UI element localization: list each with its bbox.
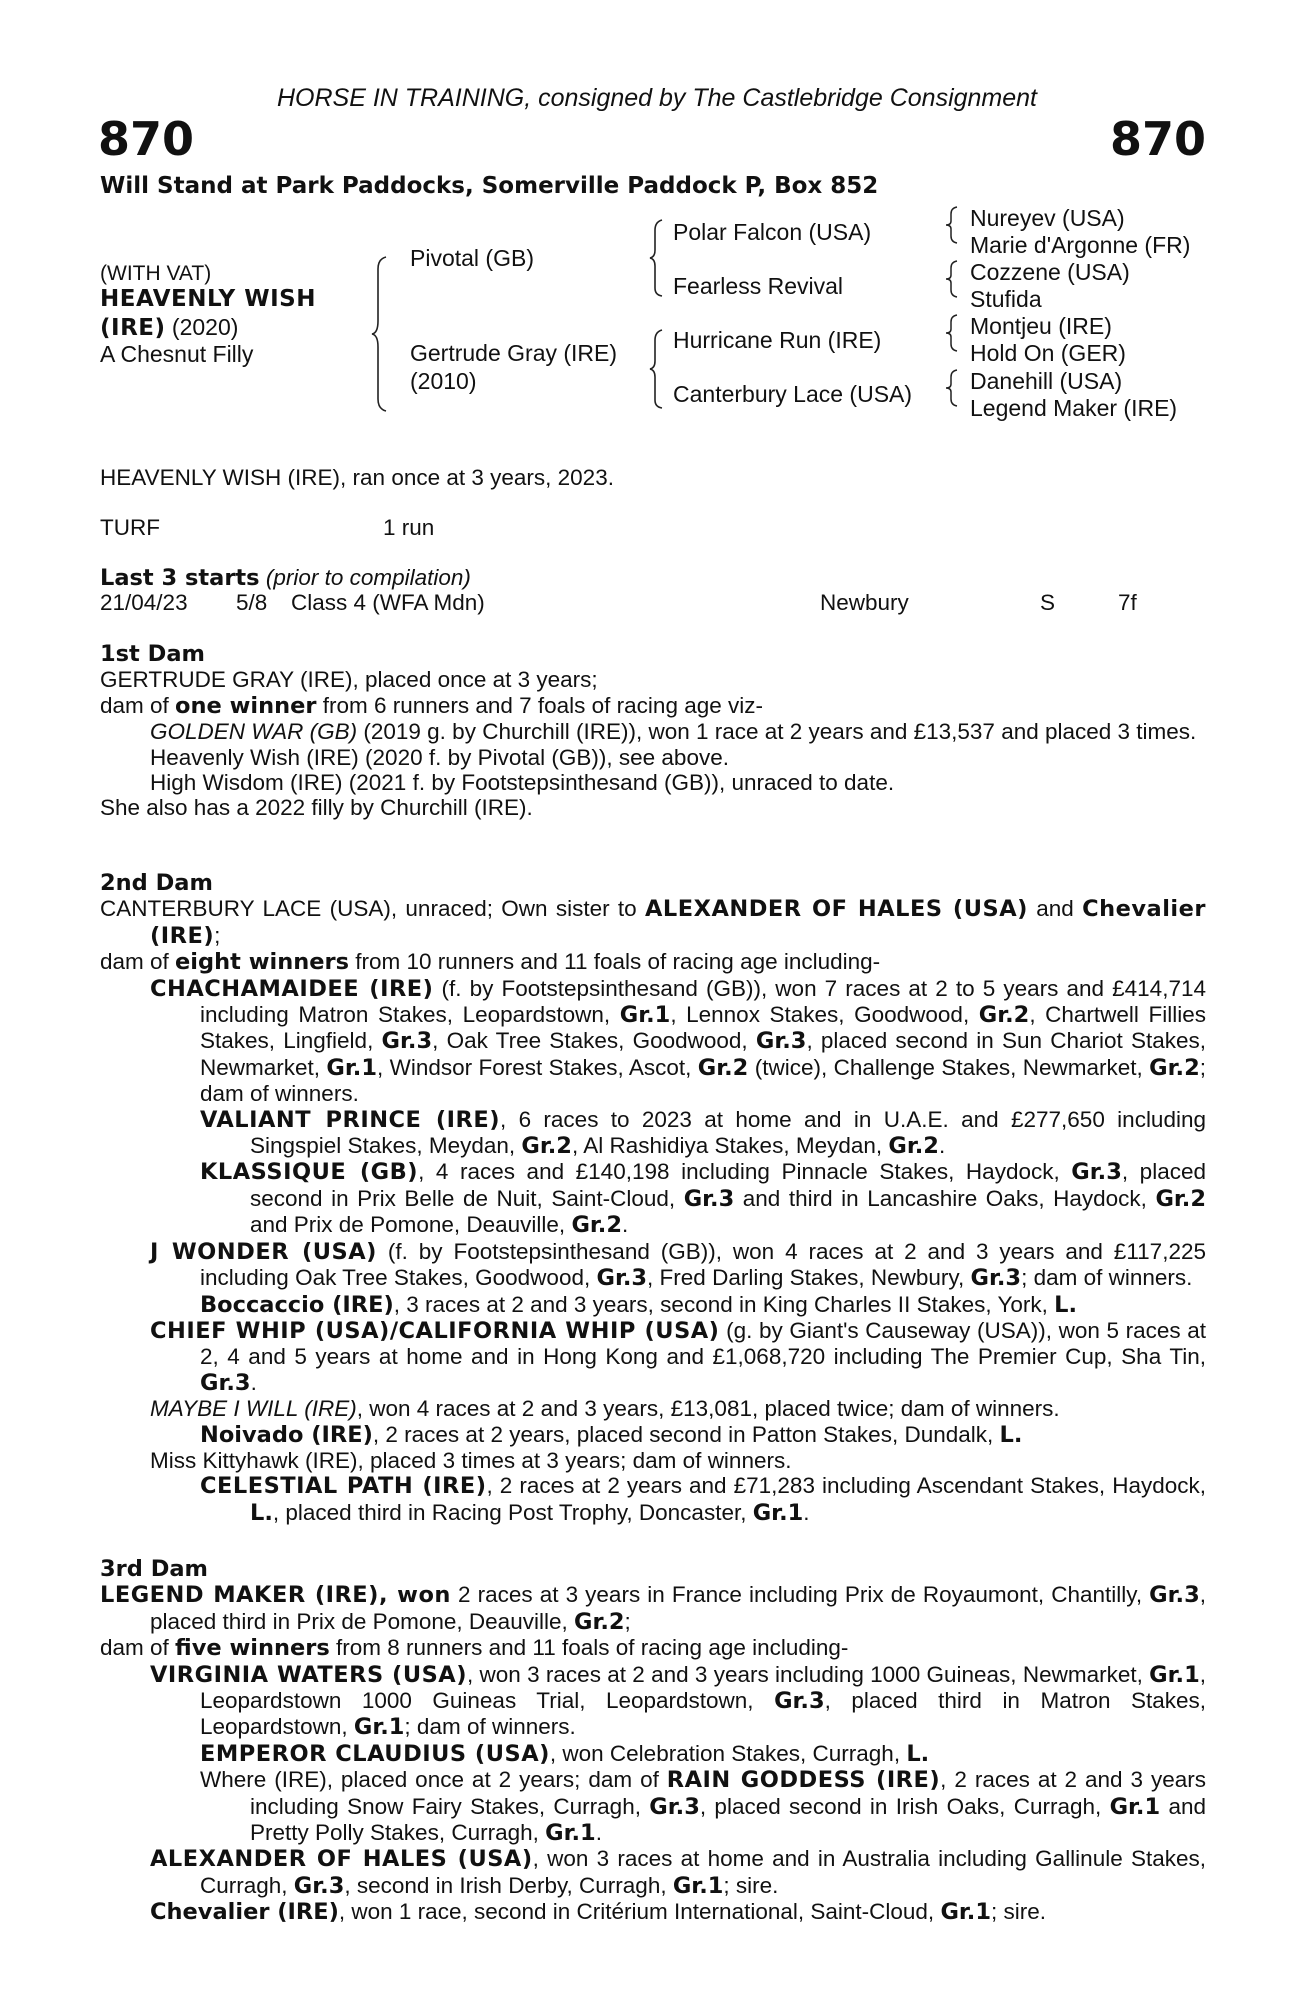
sire: Pivotal (GB) [410, 245, 534, 271]
produce-emperor-claudius: EMPEROR CLAUDIUS (USA), won Celebration Stakes, Curragh, L. [200, 1740, 930, 1767]
lot-number-right: 870 [1109, 112, 1206, 166]
ggp-3: Cozzene (USA) [970, 259, 1130, 285]
record-surface: TURF [100, 515, 160, 540]
pedigree-brace-dam [648, 328, 666, 410]
pedigree-brace-sire [648, 218, 666, 298]
start-distance: 7f [1118, 590, 1137, 615]
sire-dam: Fearless Revival [673, 273, 843, 299]
ggp-2: Marie d'Argonne (FR) [970, 232, 1191, 258]
produce-high-wisdom: High Wisdom (IRE) (2021 f. by Footstepsinthesand (GB)), unraced to date. [150, 770, 895, 796]
produce-miss-kittyhawk: Miss Kittyhawk (IRE), placed 3 times at 3 years; dam of winners. [150, 1447, 792, 1473]
produce-boccaccio: Boccaccio (IRE), 3 races at 2 and 3 years, second in King Charles II Stakes, York, L. [200, 1291, 1078, 1318]
first-dam-heading: 1st Dam [100, 641, 205, 667]
ggp-6: Hold On (GER) [970, 340, 1126, 366]
produce-where: Where (IRE), placed once at 2 years; dam of RAIN GODDESS (IRE), 2 races at 2 and 3 years including Snow Fairy Stakes, Curragh, Gr.3, placed second in Irish Oaks, Curragh, Gr.1 and Pretty Polly Stakes, Curragh, Gr.1. [200, 1767, 1206, 1847]
produce-chevalier: Chevalier (IRE), won 1 race, second in Critérium International, Saint-Cloud, Gr.1; sire. [150, 1899, 1047, 1926]
second-dam-heading: 2nd Dam [100, 870, 213, 896]
horse-origin-year: (IRE) (2020) [100, 314, 239, 341]
pedigree-brace-gg4 [944, 368, 960, 408]
start-position: 5/8 [236, 590, 268, 615]
start-date: 21/04/23 [100, 590, 188, 615]
first-dam-line: GERTRUDE GRAY (IRE), placed once at 3 years; [100, 667, 598, 693]
produce-heavenly-wish: Heavenly Wish (IRE) (2020 f. by Pivotal (GB)), see above. [150, 744, 729, 770]
third-dam-line: LEGEND MAKER (IRE), won 2 races at 3 years in France including Prix de Royaumont, Chantilly, Gr.3, placed third in Prix de Pomone, Deauville, Gr.2; [100, 1582, 1206, 1635]
produce-celestial-path: CELESTIAL PATH (IRE), 2 races at 2 years and £71,283 including Ascendant Stakes, Haydock, L., placed third in Racing Post Trophy, Doncaster, Gr.1. [200, 1473, 1206, 1526]
vat-label: (WITH VAT) [100, 262, 212, 285]
produce-note: She also has a 2022 filly by Churchill (IRE). [100, 795, 533, 821]
start-course: Newbury [820, 590, 909, 615]
produce-golden-war: GOLDEN WAR (GB) (2019 g. by Churchill (IRE)), won 1 race at 2 years and £13,537 and placed 3 times. [150, 719, 1197, 745]
pedigree-brace-main [370, 255, 390, 413]
start-going: S [1040, 590, 1056, 615]
sire-sire: Polar Falcon (USA) [673, 219, 872, 245]
ggp-7: Danehill (USA) [970, 368, 1123, 394]
ggp-8: Legend Maker (IRE) [970, 395, 1178, 421]
pedigree-brace-gg1 [944, 205, 960, 245]
race-summary: HEAVENLY WISH (IRE), ran once at 3 years, 2023. [100, 465, 614, 490]
dam-dam: Canterbury Lace (USA) [673, 381, 913, 407]
start-race: Class 4 (WFA Mdn) [291, 590, 485, 615]
produce-chachamaidee: CHACHAMAIDEE (IRE) (f. by Footstepsinthesand (GB)), won 7 races at 2 to 5 years and £414,714 including Matron Stakes, Leopardstown, Gr.1, Lennox Stakes, Goodwood, Gr.2, Chartwell Fillies Stakes, Lingfield, Gr.3, Oak Tree Stakes, Goodwood, Gr.3, placed second in Sun Chariot Stakes, Newmarket, Gr.1, Windsor Forest Stakes, Ascot, Gr.2 (twice), Challenge Stakes, Newmarket, Gr.2; dam of winners. [150, 975, 1206, 1107]
stand-location: Will Stand at Park Paddocks, Somerville Paddock P, Box 852 [100, 173, 879, 199]
first-dam-produce: dam of one winner from 6 runners and 7 foals of racing age viz- [100, 692, 763, 719]
produce-virginia-waters: VIRGINIA WATERS (USA), won 3 races at 2 and 3 years including 1000 Guineas, Newmarket, Gr.1, Leopardstown 1000 Guineas Trial, Leopardstown, Gr.3, placed third in Matron Stakes, Leopardstown, Gr.1; dam of winners. [150, 1661, 1207, 1741]
ggp-5: Montjeu (IRE) [970, 313, 1112, 339]
last-starts-heading: Last 3 starts (prior to compilation) [100, 565, 471, 591]
pedigree-brace-gg3 [944, 313, 960, 353]
pedigree-brace-gg2 [944, 259, 960, 299]
produce-valiant-prince: VALIANT PRINCE (IRE), 6 races to 2023 at home and in U.A.E. and £277,650 including Singspiel Stakes, Meydan, Gr.2, Al Rashidiya Stakes, Meydan, Gr.2. [200, 1106, 1206, 1160]
third-dam-section [100, 1557, 1206, 1926]
lot-number-left: 870 [98, 112, 195, 166]
dam: Gertrude Gray (IRE) [410, 340, 618, 366]
ggp-4: Stufida [970, 286, 1042, 312]
record-runs: 1 run [383, 515, 435, 540]
produce-noivado: Noivado (IRE), 2 races at 2 years, placed second in Patton Stakes, Dundalk, L. [200, 1421, 1023, 1448]
horse-name: HEAVENLY WISH [100, 286, 316, 312]
produce-klassique: KLASSIQUE (GB), 4 races and £140,198 including Pinnacle Stakes, Haydock, Gr.3, placed second in Prix Belle de Nuit, Saint-Cloud, Gr.3 and third in Lancashire Oaks, Haydock, Gr.2 and Prix de Pomone, Deauville, Gr.2. [200, 1159, 1206, 1239]
produce-chief-whip: CHIEF WHIP (USA)/CALIFORNIA WHIP (USA) (g. by Giant's Causeway (USA)), won 5 races at 2, 4 and 5 years at home and in Hong Kong and £1,068,720 including The Premier Cup, Sha Tin, Gr.3. [150, 1317, 1206, 1396]
produce-maybe-i-will: MAYBE I WILL (IRE), won 4 races at 2 and 3 years, £13,081, placed twice; dam of winners. [150, 1396, 1060, 1422]
produce-alexander-of-hales: ALEXANDER OF HALES (USA), won 3 races at home and in Australia including Gallinule Stakes, Curragh, Gr.3, second in Irish Derby, Curragh, Gr.1; sire. [150, 1846, 1206, 1899]
third-dam-produce: dam of five winners from 8 runners and 11 foals of racing age including- [100, 1635, 849, 1662]
horse-description: A Chesnut Filly [100, 341, 254, 367]
first-dam-section [100, 642, 1206, 821]
produce-j-wonder: J WONDER (USA) (f. by Footstepsinthesand (GB)), won 4 races at 2 and 3 years and £117,225 including Oak Tree Stakes, Goodwood, Gr.3, Fred Darling Stakes, Newbury, Gr.3; dam of winners. [150, 1238, 1206, 1292]
ggp-1: Nureyev (USA) [970, 205, 1125, 231]
second-dam-line: CANTERBURY LACE (USA), unraced; Own sister to ALEXANDER OF HALES (USA) and Chevalier (IRE); [100, 896, 1206, 949]
consignment-header: HORSE IN TRAINING, consigned by The Castlebridge Consignment [276, 84, 1038, 112]
second-dam-section [100, 871, 1206, 1526]
second-dam-produce: dam of eight winners from 10 runners and 11 foals of racing age including- [100, 949, 881, 976]
dam-sire: Hurricane Run (IRE) [673, 327, 882, 353]
dam-year: (2010) [410, 368, 477, 394]
third-dam-heading: 3rd Dam [100, 1556, 208, 1582]
